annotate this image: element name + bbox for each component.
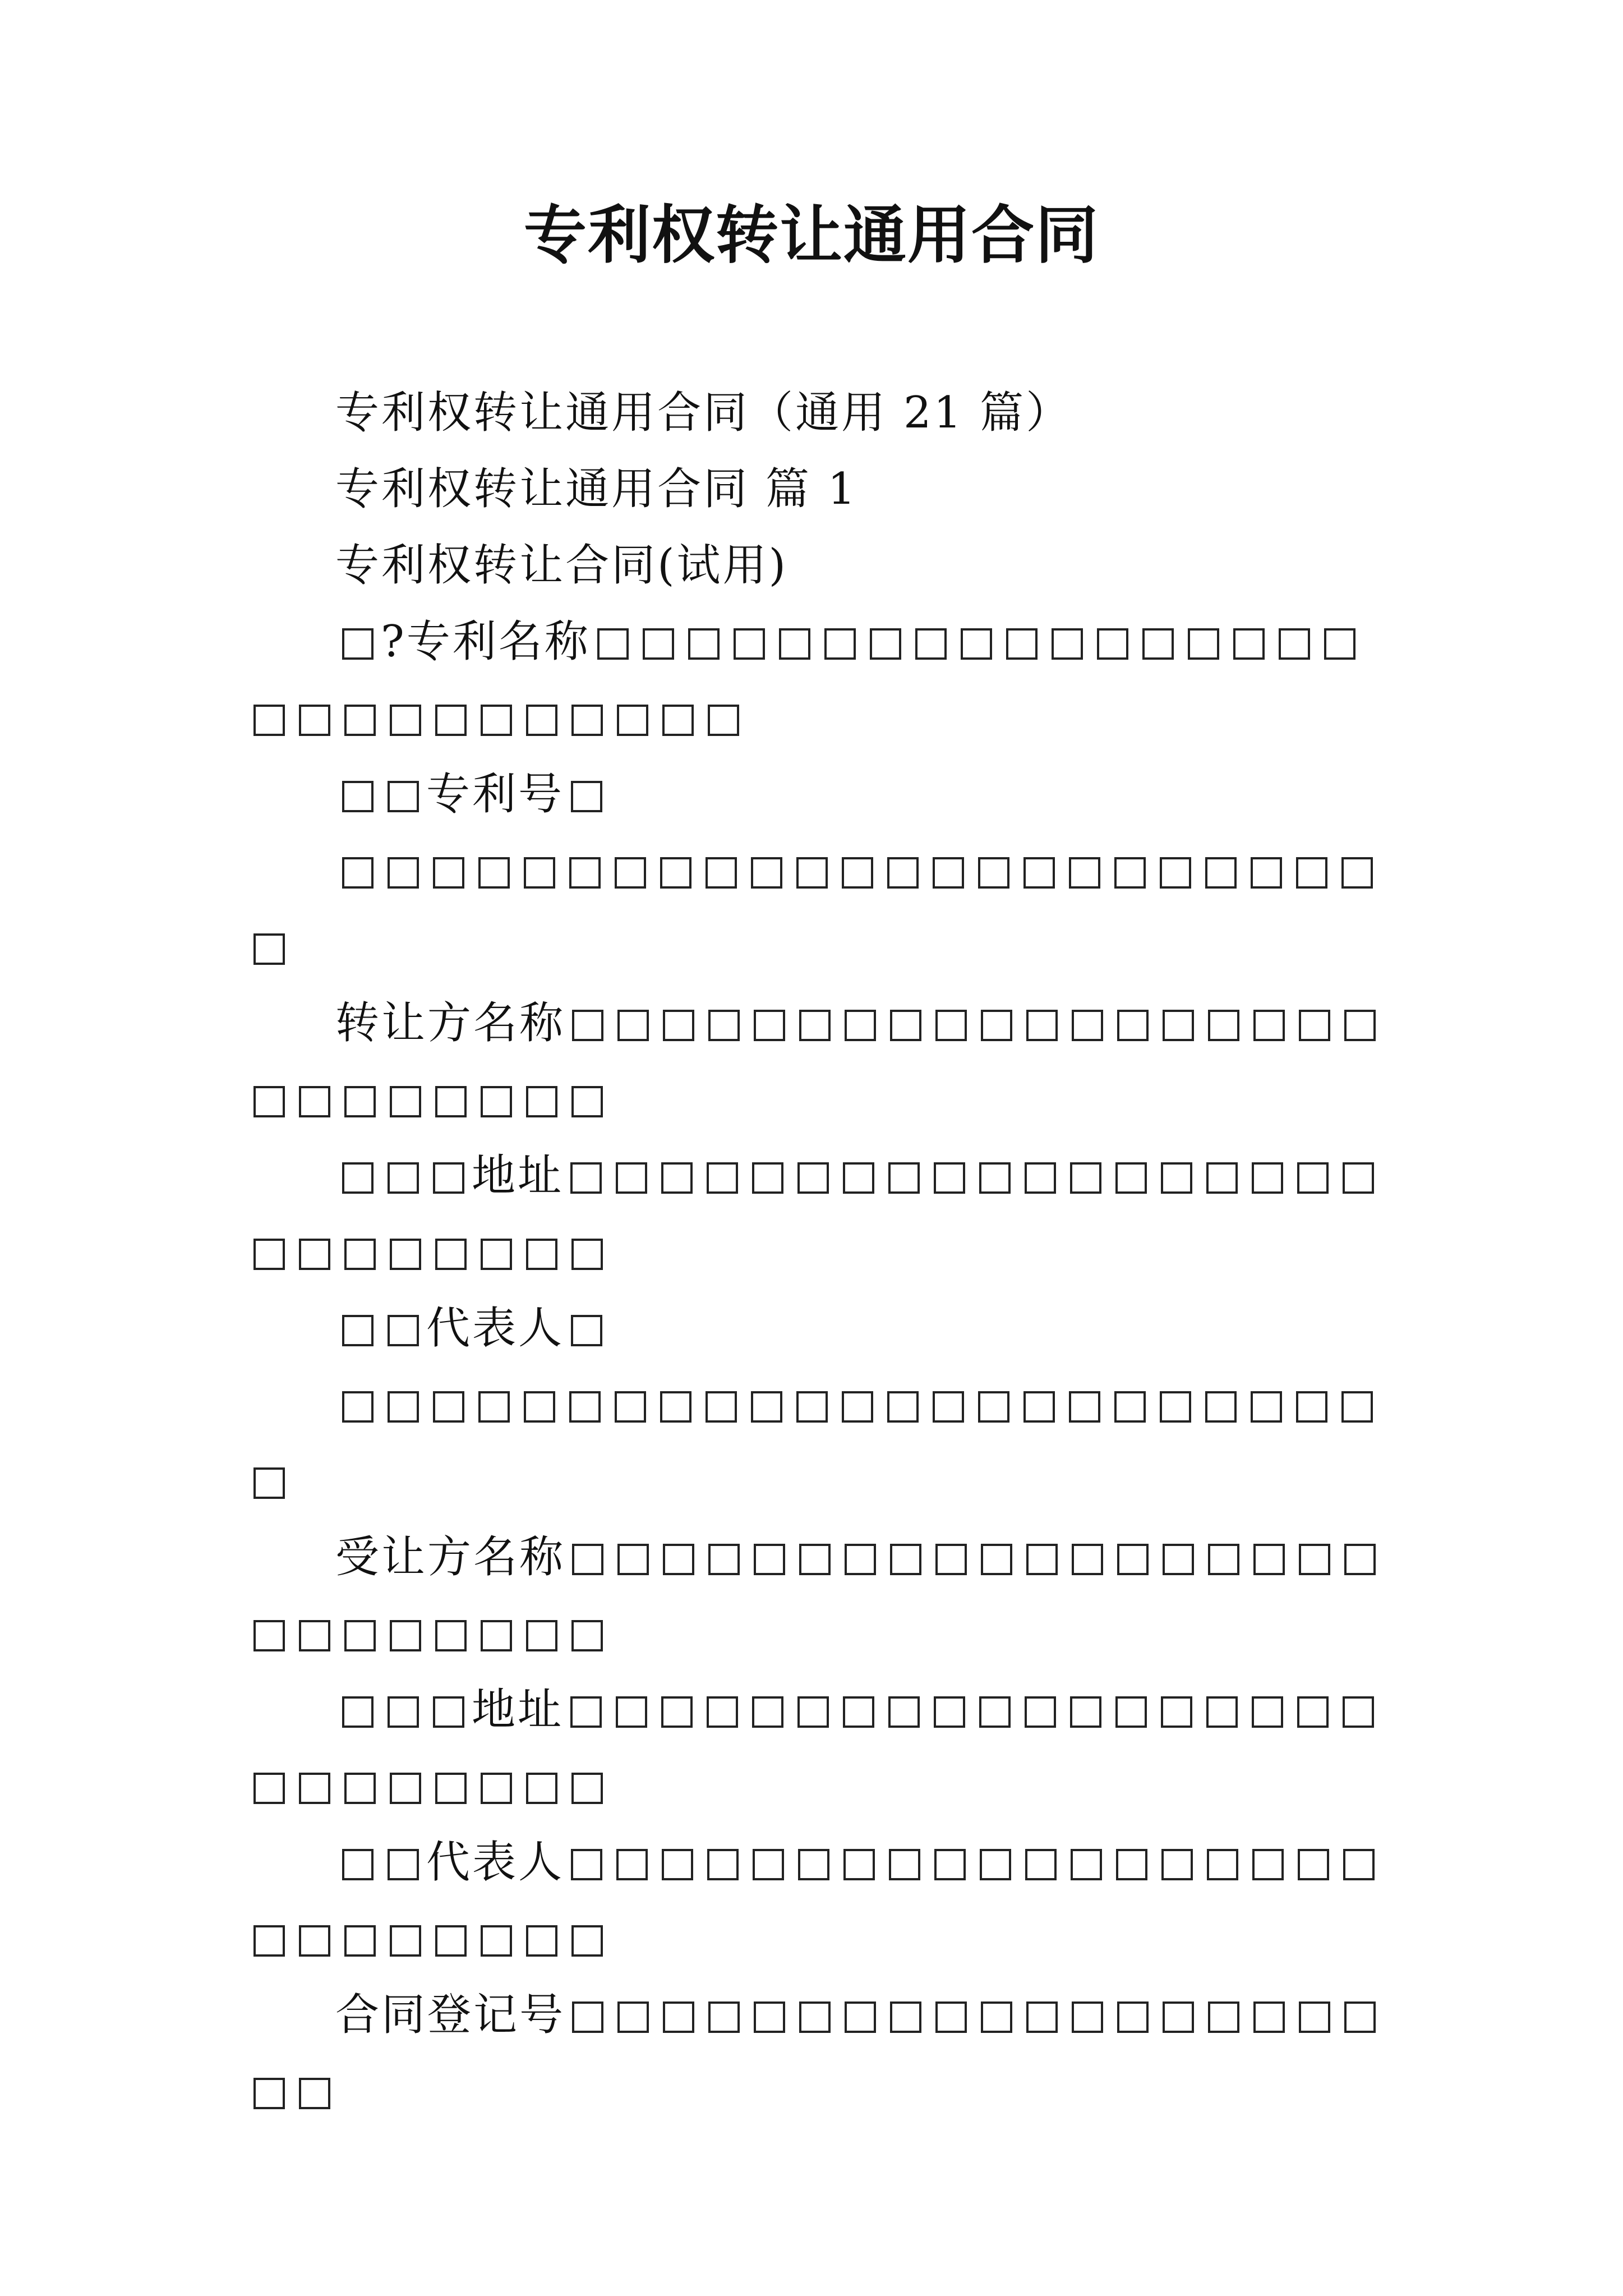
blank-box (435, 1239, 467, 1270)
blank-box (1206, 1162, 1238, 1194)
blank-box (1252, 1696, 1283, 1728)
blank-box (961, 628, 992, 660)
blank-box (572, 2001, 603, 2033)
blank-box (981, 1544, 1012, 1575)
blank-box (433, 1391, 464, 1423)
blank-box (1070, 1696, 1101, 1728)
blank-box (662, 1849, 693, 1880)
blank-box (890, 1544, 921, 1575)
blank-box (890, 2001, 921, 2033)
blank-box (663, 1010, 694, 1041)
blank-box (1117, 2001, 1149, 2033)
blank-box (435, 705, 467, 736)
paragraph-assignee-representative: 代表人 (247, 1824, 1391, 1977)
blank-box (1252, 1162, 1283, 1194)
blank-box (526, 1925, 557, 1957)
blank-box (845, 1544, 876, 1575)
blank-box (572, 1010, 603, 1041)
blank-box (571, 1773, 603, 1804)
blank-box (915, 628, 947, 660)
blank-box (1163, 1544, 1194, 1575)
blank-box (934, 1162, 965, 1194)
blank-box (798, 1849, 829, 1880)
paragraph-collection-heading: 专利权转让通用合同（通用 21 篇） (335, 388, 1072, 438)
blank-box (1026, 1010, 1058, 1041)
blank-box (299, 705, 330, 736)
blank-box (1188, 628, 1219, 660)
blank-box (388, 1849, 419, 1880)
blank-box (779, 628, 810, 660)
blank-box (1114, 1391, 1146, 1423)
blank-box (1117, 1010, 1149, 1041)
blank-box (390, 1773, 421, 1804)
blank-box (571, 1925, 603, 1957)
blank-box (751, 1391, 782, 1423)
blank-box (569, 1391, 601, 1423)
blank-box (1343, 1849, 1375, 1880)
blank-box (253, 1239, 285, 1270)
blank-box (662, 705, 694, 736)
blank-box (1344, 2001, 1376, 2033)
blank-box (1069, 1391, 1100, 1423)
blank-box (388, 1696, 419, 1728)
blank-box (663, 2001, 694, 2033)
blank-box (390, 1086, 421, 1117)
blank-box (1299, 1544, 1330, 1575)
blank-box (1025, 1696, 1056, 1728)
blank-box (1296, 1391, 1327, 1423)
blank-box (299, 2078, 330, 2109)
blank-box (754, 1010, 785, 1041)
blank-box (799, 2001, 831, 2033)
blank-box (934, 1696, 965, 1728)
blank-box (390, 1620, 421, 1651)
blank-box (1072, 1544, 1103, 1575)
blank-box (481, 1773, 512, 1804)
blank-box (708, 705, 739, 736)
paragraph-assignee-name: 受让方名称 (247, 1519, 1391, 1672)
blank-box (889, 1849, 920, 1880)
blank-box (388, 1391, 419, 1423)
blank-box (571, 1086, 603, 1117)
blank-box (1052, 628, 1083, 660)
blank-box (1025, 1162, 1056, 1194)
blank-box (706, 1391, 737, 1423)
blank-box (524, 1391, 555, 1423)
blank-box (616, 1696, 647, 1728)
blank-box (433, 1696, 464, 1728)
blank-box (1324, 628, 1355, 660)
blank-box (571, 1239, 603, 1270)
blank-box (751, 857, 782, 889)
blank-box (1161, 1849, 1193, 1880)
blank-box (708, 2001, 740, 2033)
blank-box (435, 1086, 467, 1117)
blank-box (435, 1925, 467, 1957)
blank-box (526, 1086, 557, 1117)
blank-box (342, 1849, 374, 1880)
paragraph-part-heading: 专利权转让通用合同 篇 1 (335, 464, 858, 514)
document-title: 专利权转让通用合同 (524, 199, 1099, 272)
blank-box (797, 1696, 829, 1728)
blank-box (342, 1391, 374, 1423)
blank-box (1026, 1544, 1058, 1575)
blank-box (526, 1239, 557, 1270)
blank-box (478, 1391, 510, 1423)
blank-box (526, 705, 557, 736)
blank-box (616, 1849, 648, 1880)
blank-box (1070, 1162, 1101, 1194)
blank-box (1206, 1696, 1238, 1728)
blank-box (1025, 1849, 1057, 1880)
blank-box (643, 628, 674, 660)
blank-box (1252, 1849, 1284, 1880)
blank-box (797, 1162, 829, 1194)
blank-box (981, 1010, 1012, 1041)
blank-box (1116, 1849, 1147, 1880)
blank-box (842, 1391, 873, 1423)
blank-box (1163, 1010, 1194, 1041)
blank-box (570, 1696, 602, 1728)
blank-box (752, 1696, 783, 1728)
blank-box (299, 1086, 330, 1117)
blank-box (253, 1925, 285, 1957)
blank-box (253, 1620, 285, 1651)
blank-box (824, 628, 856, 660)
blank-box (299, 1239, 330, 1270)
blank-box (935, 2001, 967, 2033)
blank-box (253, 2078, 285, 2109)
blank-box (708, 1010, 740, 1041)
blank-box (342, 1162, 374, 1194)
blank-box (888, 1162, 920, 1194)
blank-box (799, 1010, 831, 1041)
blank-box (481, 1620, 512, 1651)
blank-box (845, 1010, 876, 1041)
blank-box (1117, 1544, 1149, 1575)
blank-box (796, 1391, 828, 1423)
blank-box (1251, 1391, 1282, 1423)
blank-box (435, 1620, 467, 1651)
blank-box (1071, 1849, 1102, 1880)
blank-box (1233, 628, 1265, 660)
blank-box (1023, 1391, 1055, 1423)
paragraph-patent-number: 专利号 (247, 756, 1391, 832)
blank-box (1253, 1544, 1285, 1575)
blank-box (1208, 1010, 1239, 1041)
blank-box (1344, 1010, 1376, 1041)
blank-box (888, 1696, 920, 1728)
blank-box (1161, 1696, 1192, 1728)
blank-box (390, 1239, 421, 1270)
blank-box (481, 705, 512, 736)
blank-box (663, 1544, 694, 1575)
blank-box (597, 628, 629, 660)
blank-box (1006, 628, 1038, 660)
blank-box (299, 1773, 330, 1804)
blank-box (615, 1391, 646, 1423)
blank-box (843, 1849, 875, 1880)
blank-box (388, 1315, 419, 1346)
blank-box (344, 1925, 376, 1957)
blank-box (617, 1544, 649, 1575)
paragraph-assignor-representative: 代表人 (247, 1290, 1391, 1366)
blank-box (435, 1773, 467, 1804)
blank-box (1160, 1391, 1191, 1423)
blank-box (934, 1849, 966, 1880)
blank-box (617, 2001, 649, 2033)
blank-box (1341, 857, 1373, 889)
paragraph-contract-registration-number: 合同登记号 (247, 1977, 1391, 2129)
blank-box (1297, 1696, 1329, 1728)
blank-box (887, 1391, 919, 1423)
blank-box (707, 1849, 739, 1880)
blank-box (1299, 2001, 1330, 2033)
blank-box (344, 1086, 376, 1117)
blank-box (799, 1544, 831, 1575)
blank-box (478, 857, 510, 889)
blank-box (707, 1696, 738, 1728)
blank-box (979, 1696, 1011, 1728)
blank-box (253, 1086, 285, 1117)
blank-box (524, 857, 555, 889)
blank-box (660, 1391, 691, 1423)
blank-box (933, 857, 964, 889)
blank-box (571, 1315, 602, 1346)
paragraph-contract-heading: 专利权转让合同(试用) (335, 540, 789, 591)
blank-box (570, 1162, 602, 1194)
blank-box (890, 1010, 921, 1041)
blank-box (1343, 1162, 1374, 1194)
blank-box (1115, 1162, 1147, 1194)
paragraph-assignee-address: 地址 (247, 1672, 1391, 1824)
blank-box (299, 1925, 330, 1957)
blank-box (843, 1696, 874, 1728)
blank-box (299, 1620, 330, 1651)
blank-box (253, 1467, 285, 1499)
blank-box (1205, 1391, 1237, 1423)
blank-box (1072, 2001, 1103, 2033)
blank-box (981, 2001, 1012, 2033)
blank-box (754, 2001, 785, 2033)
paragraph-patent-number-blank (247, 832, 1391, 985)
blank-box (1161, 1162, 1192, 1194)
blank-box (1142, 628, 1174, 660)
paragraph-assignor-address: 地址 (247, 1138, 1391, 1290)
blank-box (842, 857, 873, 889)
blank-box (571, 1849, 602, 1880)
blank-box (1279, 628, 1310, 660)
blank-box (661, 1696, 693, 1728)
blank-box (706, 857, 737, 889)
blank-box (1023, 857, 1055, 889)
blank-box (1205, 857, 1237, 889)
blank-box (978, 1391, 1009, 1423)
blank-box (617, 1010, 649, 1041)
blank-box (708, 1544, 740, 1575)
blank-box (342, 1696, 374, 1728)
blank-box (843, 1162, 874, 1194)
blank-box (1344, 1544, 1376, 1575)
blank-box (1251, 857, 1282, 889)
blank-box (660, 857, 691, 889)
blank-box (572, 1544, 603, 1575)
paragraph-assignor-name: 转让方名称 (247, 985, 1391, 1138)
blank-box (616, 1162, 647, 1194)
blank-box (388, 1162, 419, 1194)
blank-box (1298, 1849, 1329, 1880)
blank-box (980, 1849, 1011, 1880)
blank-box (1299, 1010, 1330, 1041)
blank-box (935, 1544, 967, 1575)
blank-box (344, 1239, 376, 1270)
blank-box (1296, 857, 1327, 889)
blank-box (933, 1391, 964, 1423)
blank-box (344, 1620, 376, 1651)
blank-box (1253, 2001, 1285, 2033)
blank-box (688, 628, 720, 660)
blank-box (1115, 1696, 1147, 1728)
blank-box (1163, 2001, 1194, 2033)
blank-box (617, 705, 648, 736)
blank-box (342, 857, 374, 889)
paragraph-assignor-representative-blank (247, 1366, 1391, 1519)
blank-box (1253, 1010, 1285, 1041)
blank-box (388, 781, 419, 812)
blank-box (1069, 857, 1100, 889)
blank-box (1072, 1010, 1103, 1041)
document-body (247, 375, 1391, 2129)
blank-box (887, 857, 919, 889)
blank-box (342, 781, 374, 812)
blank-box (481, 1925, 512, 1957)
blank-box (1026, 2001, 1058, 2033)
blank-box (1343, 1696, 1374, 1728)
blank-box (845, 2001, 876, 2033)
blank-box (342, 1315, 374, 1346)
blank-box (979, 1162, 1011, 1194)
blank-box (526, 1773, 557, 1804)
blank-box (571, 781, 602, 812)
blank-box (1208, 1544, 1239, 1575)
blank-box (935, 1010, 967, 1041)
blank-box (978, 857, 1009, 889)
blank-box (526, 1620, 557, 1651)
blank-box (481, 1086, 512, 1117)
blank-box (253, 705, 285, 736)
blank-box (342, 628, 374, 660)
blank-box (433, 1162, 464, 1194)
blank-box (752, 1162, 783, 1194)
blank-box (754, 1544, 785, 1575)
blank-box (1208, 2001, 1239, 2033)
blank-box (707, 1162, 738, 1194)
blank-box (753, 1849, 784, 1880)
blank-box (253, 1773, 285, 1804)
blank-box (433, 857, 464, 889)
blank-box (344, 705, 376, 736)
blank-box (1341, 1391, 1373, 1423)
blank-box (870, 628, 901, 660)
blank-box (344, 1773, 376, 1804)
blank-box (388, 857, 419, 889)
blank-box (390, 705, 421, 736)
blank-box (661, 1162, 693, 1194)
blank-box (481, 1239, 512, 1270)
blank-box (1160, 857, 1191, 889)
blank-box (615, 857, 646, 889)
blank-box (571, 1620, 603, 1651)
blank-box (1207, 1849, 1238, 1880)
blank-box (1114, 857, 1146, 889)
blank-box (390, 1925, 421, 1957)
blank-box (1097, 628, 1128, 660)
blank-box (253, 933, 285, 965)
blank-box (569, 857, 601, 889)
blank-box (734, 628, 765, 660)
blank-box (1297, 1162, 1329, 1194)
blank-box (796, 857, 828, 889)
paragraph-patent-name: ?专利名称 (247, 604, 1391, 756)
blank-box (571, 705, 603, 736)
